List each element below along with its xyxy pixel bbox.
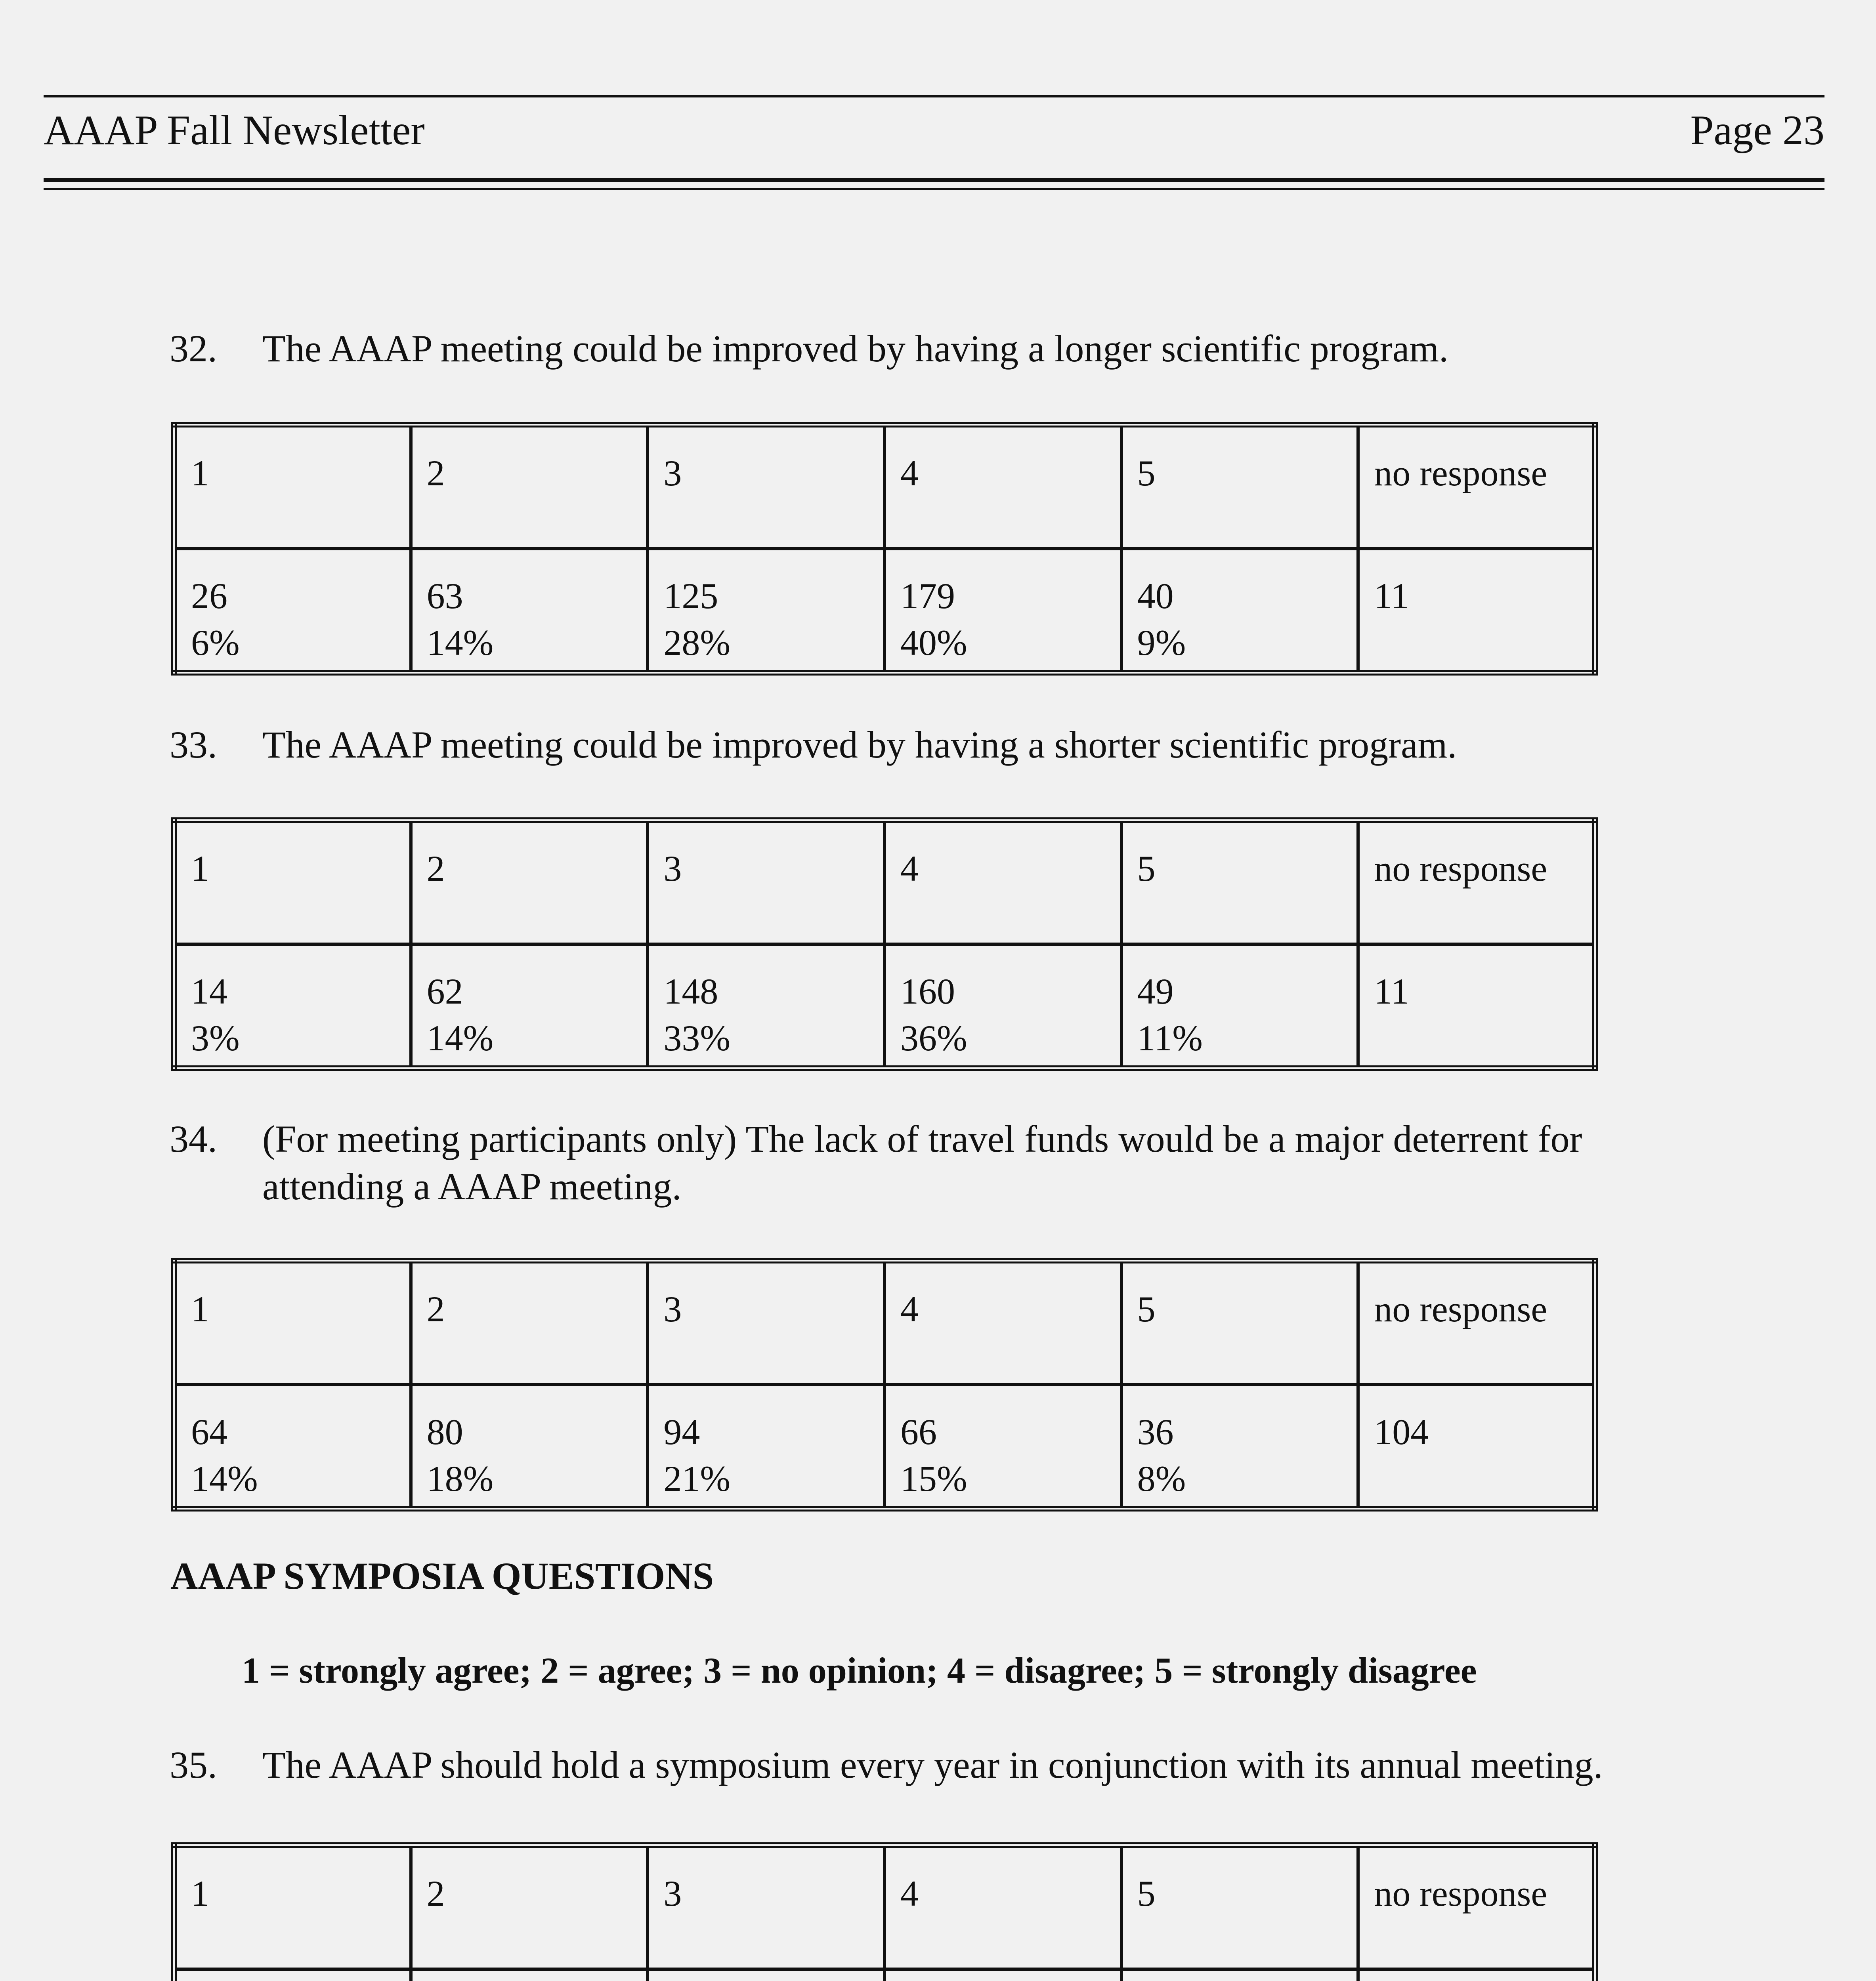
question-text: The AAAP should hold a symposium every year in conjunction with its annual meeting. xyxy=(262,1744,1603,1786)
percent: 8% xyxy=(1137,1458,1186,1499)
count: 64 xyxy=(191,1412,227,1452)
section-title: AAAP SYMPOSIA QUESTIONS xyxy=(170,1555,714,1597)
data-cell xyxy=(1358,1385,1595,1509)
header-cell: 1 xyxy=(174,1845,411,1969)
percent: 14% xyxy=(426,622,494,663)
percent: 6% xyxy=(191,622,240,663)
data-cell xyxy=(174,944,411,1068)
percent: 14% xyxy=(426,1018,494,1058)
count: 80 xyxy=(426,1412,463,1452)
header-cell: no response xyxy=(1358,425,1595,549)
count: 104 xyxy=(1374,1412,1429,1452)
percent: 33% xyxy=(663,1018,730,1058)
header-cell: 5 xyxy=(1121,425,1358,549)
question-33-response-table xyxy=(171,817,1598,1071)
header-cell: 2 xyxy=(411,425,648,549)
percent: 21% xyxy=(663,1458,730,1499)
count: 179 xyxy=(900,576,955,616)
data-cell xyxy=(1121,549,1358,673)
count: 66 xyxy=(900,1412,937,1452)
table-header-row xyxy=(174,425,1595,549)
data-cell xyxy=(648,944,885,1068)
rating-scale-legend: 1 = strongly agree; 2 = agree; 3 = no opinion; 4 = disagree; 5 = strongly disagree xyxy=(242,1650,1477,1691)
question-text: The AAAP meeting could be improved by having a longer scientific program. xyxy=(262,327,1449,370)
count: 94 xyxy=(663,1412,700,1452)
header-cell: no response xyxy=(1358,820,1595,944)
percent: 40% xyxy=(900,622,967,663)
data-cell xyxy=(174,549,411,673)
data-cell xyxy=(1121,944,1358,1068)
header-cell: no response xyxy=(1358,1845,1595,1969)
data-cell xyxy=(174,1969,411,1981)
data-cell xyxy=(885,549,1121,673)
table-data-row xyxy=(174,1969,1595,1981)
question-32-response-table xyxy=(171,422,1598,676)
count: 36 xyxy=(1137,1412,1174,1452)
percent: 15% xyxy=(900,1458,967,1499)
table-data-row xyxy=(174,1385,1595,1509)
header-cell: 3 xyxy=(648,425,885,549)
table-data-row xyxy=(174,549,1595,673)
data-cell xyxy=(411,944,648,1068)
table-header-row xyxy=(174,1261,1595,1385)
header-bottom-rule-2 xyxy=(44,188,1824,190)
newsletter-title: AAAP Fall Newsletter xyxy=(44,107,425,153)
header-cell: 5 xyxy=(1121,820,1358,944)
header-cell: 2 xyxy=(411,1261,648,1385)
header-cell: 1 xyxy=(174,425,411,549)
percent: 18% xyxy=(426,1458,494,1499)
question-35-response-table xyxy=(171,1842,1598,1981)
percent: 9% xyxy=(1137,622,1186,663)
header-cell: 4 xyxy=(885,1261,1121,1385)
question-text-line-1: (For meeting participants only) The lack of travel funds would be a major deterrent for xyxy=(262,1118,1582,1160)
question-number: 35. xyxy=(170,1744,217,1786)
count: 63 xyxy=(426,576,463,616)
header-cell: 2 xyxy=(411,1845,648,1969)
header-cell: 2 xyxy=(411,820,648,944)
count: 26 xyxy=(191,576,227,616)
data-cell xyxy=(885,1385,1121,1509)
count: 14 xyxy=(191,971,227,1011)
header-cell: 3 xyxy=(648,1261,885,1385)
data-cell xyxy=(1121,1969,1358,1981)
data-cell xyxy=(648,1969,885,1981)
data-cell xyxy=(411,549,648,673)
question-number: 34. xyxy=(170,1118,217,1160)
header-cell: 1 xyxy=(174,820,411,944)
question-number: 32. xyxy=(170,327,217,370)
count: 148 xyxy=(663,971,718,1011)
question-text-line-2: attending a AAAP meeting. xyxy=(262,1165,682,1208)
header-cell: 3 xyxy=(648,820,885,944)
question-34-response-table xyxy=(171,1258,1598,1512)
data-cell xyxy=(1358,549,1595,673)
percent: 11% xyxy=(1137,1018,1203,1058)
data-cell xyxy=(1358,944,1595,1068)
header-bottom-rule-1 xyxy=(44,178,1824,182)
header-cell: no response xyxy=(1358,1261,1595,1385)
count: 40 xyxy=(1137,576,1174,616)
percent: 36% xyxy=(900,1018,967,1058)
header-cell: 4 xyxy=(885,425,1121,549)
count: 11 xyxy=(1374,971,1409,1011)
percent: 3% xyxy=(191,1018,240,1058)
question-number: 33. xyxy=(170,723,217,766)
table-header-row xyxy=(174,820,1595,944)
data-cell xyxy=(648,549,885,673)
header-cell: 1 xyxy=(174,1261,411,1385)
count: 11 xyxy=(1374,576,1409,616)
table-header-row xyxy=(174,1845,1595,1969)
data-cell xyxy=(1358,1969,1595,1981)
page-number: Page 23 xyxy=(1690,107,1824,153)
count: 62 xyxy=(426,971,463,1011)
data-cell xyxy=(1121,1385,1358,1509)
percent: 28% xyxy=(663,622,730,663)
count: 160 xyxy=(900,971,955,1011)
data-cell xyxy=(648,1385,885,1509)
question-text: The AAAP meeting could be improved by having a shorter scientific program. xyxy=(262,723,1457,766)
data-cell xyxy=(885,944,1121,1068)
header-cell: 4 xyxy=(885,1845,1121,1969)
table-data-row xyxy=(174,944,1595,1068)
count: 49 xyxy=(1137,971,1174,1011)
header-cell: 5 xyxy=(1121,1845,1358,1969)
header-top-rule xyxy=(44,95,1824,97)
data-cell xyxy=(174,1385,411,1509)
header-cell: 3 xyxy=(648,1845,885,1969)
header-cell: 4 xyxy=(885,820,1121,944)
header-cell: 5 xyxy=(1121,1261,1358,1385)
data-cell xyxy=(885,1969,1121,1981)
data-cell xyxy=(411,1385,648,1509)
percent: 14% xyxy=(191,1458,258,1499)
data-cell xyxy=(411,1969,648,1981)
count: 125 xyxy=(663,576,718,616)
